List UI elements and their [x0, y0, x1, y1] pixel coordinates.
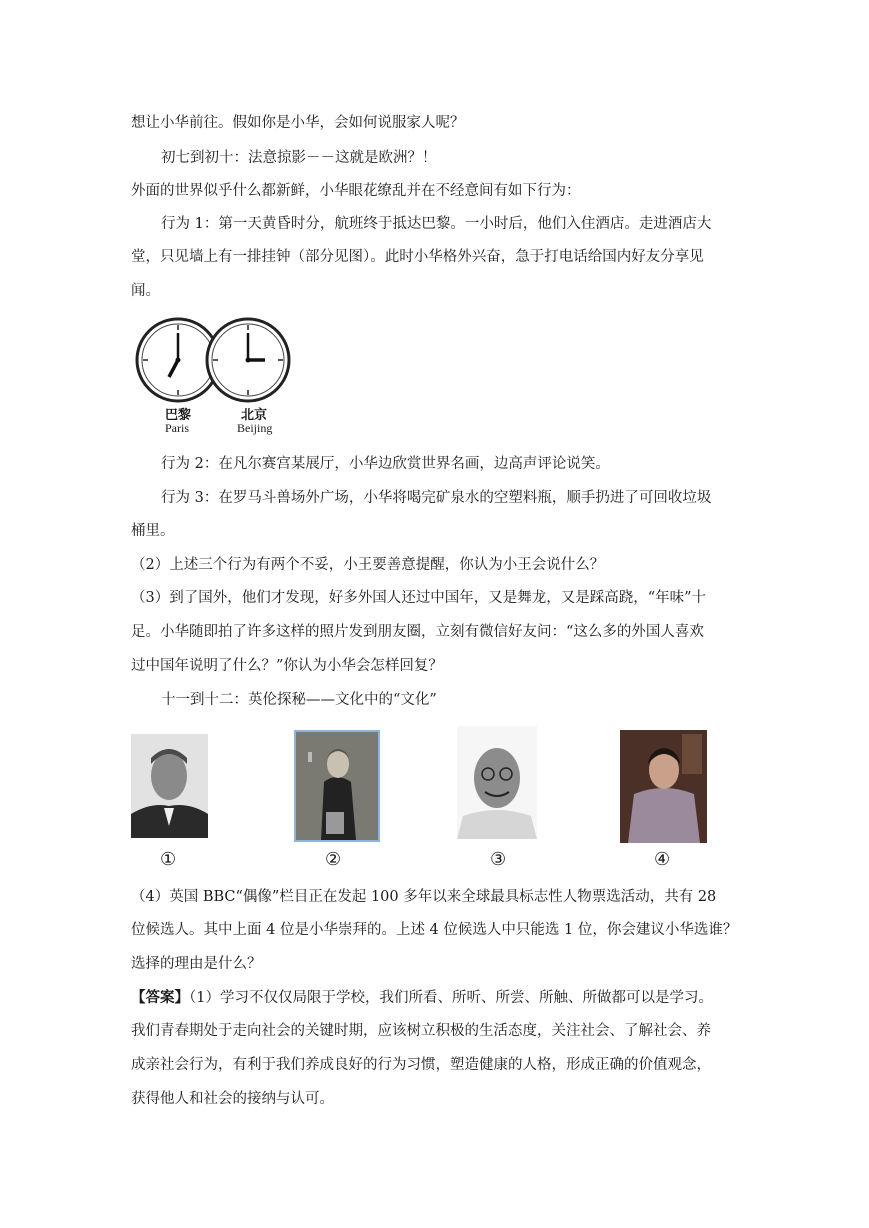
text-line: 位候选人。其中上面 4 位是小华崇拜的。上述 4 位候选人中只能选 1 位，你会建议小华选谁？: [131, 922, 738, 938]
text-line: 过中国年说明了什么？”你认为小华会怎样回复？: [131, 658, 443, 674]
portrait-2: [294, 730, 380, 842]
text-line: 行为 3：在罗马斗兽场外广场，小华将喝完矿泉水的空塑料瓶，顺手扔进了可回收垃圾: [161, 490, 712, 506]
paris-label-cn: 巴黎: [165, 408, 192, 423]
beijing-label-en: Beijing: [237, 421, 273, 435]
answer-line: [131, 988, 713, 1008]
question-3: （3）到了国外，他们才发现，好多外国人还过中国年，又是舞龙，又是踩高跷，“年味”十: [131, 590, 707, 606]
text-line: 行为 1：第一天黄昏时分，航班终于抵达巴黎。一小时后，他们入住酒店。走进酒店大: [161, 216, 712, 232]
portrait-number-3: ③: [490, 849, 507, 870]
text-line: 获得他人和社会的接纳与认可。: [131, 1091, 334, 1107]
text-line: 行为 2：在凡尔赛宫某展厅，小华边欣赏世界名画，边高声评论说笑。: [161, 456, 610, 472]
text-line: 足。小华随即拍了许多这样的照片发到朋友圈，立刻有微信好友问：“这么多的外国人喜欢: [131, 624, 704, 640]
text-line: 闻。: [131, 283, 160, 299]
portrait-number-4: ④: [654, 849, 671, 870]
text-line: 堂，只见墙上有一排挂钟（部分见图）。此时小华格外兴奋，急于打电话给国内好友分享见: [131, 249, 704, 265]
text-line: 桶里。: [131, 523, 175, 539]
answer-label: 【答案】: [131, 989, 189, 1006]
portrait-4: [620, 730, 707, 843]
section-heading: 初七到初十：法意掠影－－这就是欧洲？！: [161, 150, 437, 166]
question-2: （2）上述三个行为有两个不妥，小王要善意提醒，你认为小王会说什么？: [131, 557, 605, 573]
text-line: 外面的世界似乎什么都新鲜，小华眼花缭乱并在不经意间有如下行为：: [131, 183, 581, 199]
portrait-1: [131, 734, 208, 838]
text-line: 想让小华前往。假如你是小华，会如何说服家人呢？: [131, 115, 465, 131]
text-line: 成亲社会行为，有利于我们养成良好的行为习惯，塑造健康的人格，形成正确的价值观念，: [131, 1057, 711, 1073]
clocks-figure: [133, 316, 293, 438]
text-line: 我们青春期处于走向社会的关键时期，应该树立积极的生活态度，关注社会、了解社会、养: [131, 1023, 711, 1039]
portrait-3: [457, 726, 537, 839]
text-line: 选择的理由是什么？: [131, 956, 262, 972]
answer-text: （1）学习不仅仅局限于学校，我们所看、所听、所尝、所触、所做都可以是学习。: [189, 990, 713, 1006]
question-4: （4）英国 BBC“偶像”栏目正在发起 100 多年以来全球最具标志性人物票选活动，共有 28: [131, 889, 717, 905]
beijing-label-cn: 北京: [241, 408, 268, 423]
beijing-clock: [207, 319, 289, 401]
paris-label-en: Paris: [165, 421, 189, 435]
portrait-number-1: ①: [160, 849, 177, 870]
portrait-number-2: ②: [325, 849, 342, 870]
section-heading: 十一到十二：英伦探秘——文化中的“文化”: [161, 692, 437, 708]
wall-clocks: [133, 316, 293, 406]
